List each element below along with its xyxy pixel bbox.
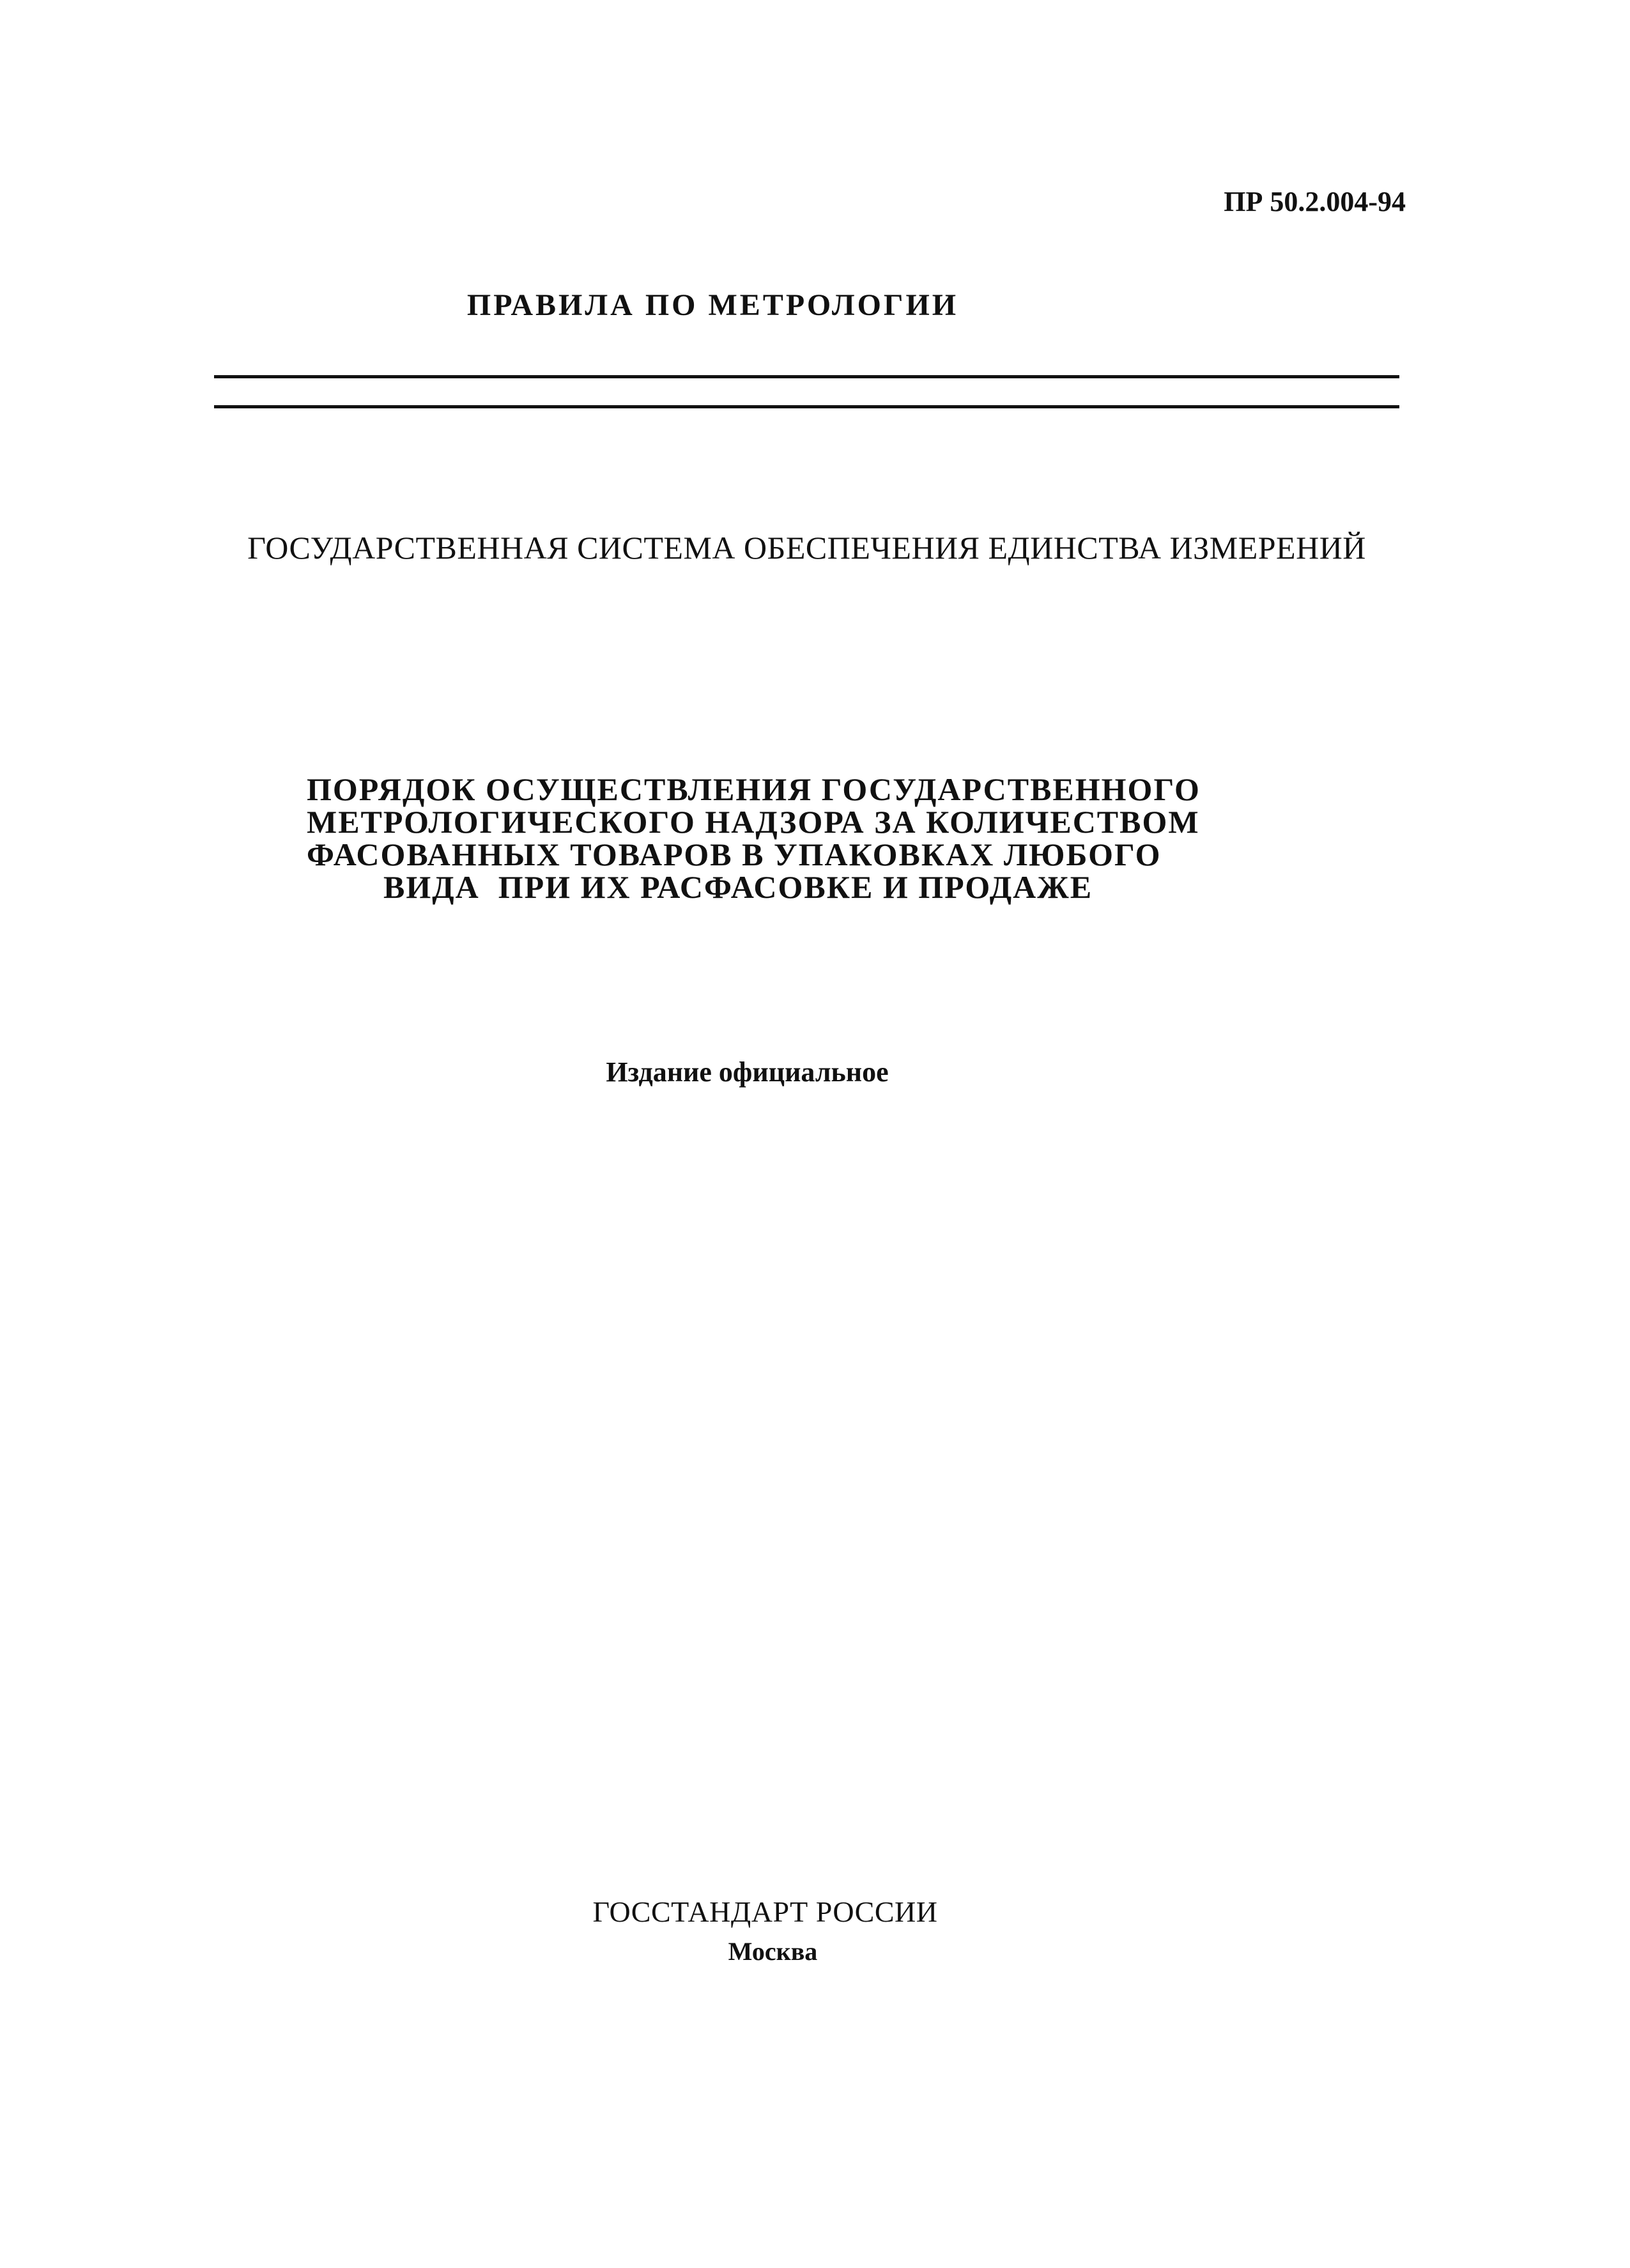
- document-title: [307, 773, 1297, 904]
- series-title-text: ПРАВИЛА ПО МЕТРОЛОГИИ: [466, 288, 959, 322]
- edition-note-text: Издание официальное: [606, 1056, 889, 1088]
- system-title: ГОСУДАРСТВЕННАЯ СИСТЕМА ОБЕСПЕЧЕНИЯ ЕДИНСТВА ИЗМЕРЕНИЙ: [247, 530, 1366, 566]
- document-title-line: ПОРЯДОК ОСУЩЕСТВЛЕНИЯ ГОСУДАРСТВЕННОГО: [307, 771, 1201, 807]
- series-title: [0, 288, 1502, 323]
- publication-city: [0, 1936, 1502, 1966]
- publisher: [0, 1895, 1502, 1929]
- header-rule-top: [214, 375, 1399, 378]
- publisher-text: ГОССТАНДАРТ РОССИИ: [592, 1895, 938, 1928]
- document-title-line: МЕТРОЛОГИЧЕСКОГО НАДЗОРА ЗА КОЛИЧЕСТВОМ: [307, 804, 1200, 840]
- document-title-line: ФАСОВАННЫХ ТОВАРОВ В УПАКОВКАХ ЛЮБОГО: [307, 837, 1162, 872]
- header-rule-bottom: [214, 405, 1399, 408]
- edition-note: [0, 1056, 1502, 1088]
- document-title-line: ВИДА ПРИ ИХ РАСФАСОВКЕ И ПРОДАЖЕ: [383, 869, 1093, 905]
- document-code: ПР 50.2.004-94: [1224, 186, 1406, 217]
- publication-city-text: Москва: [728, 1937, 818, 1966]
